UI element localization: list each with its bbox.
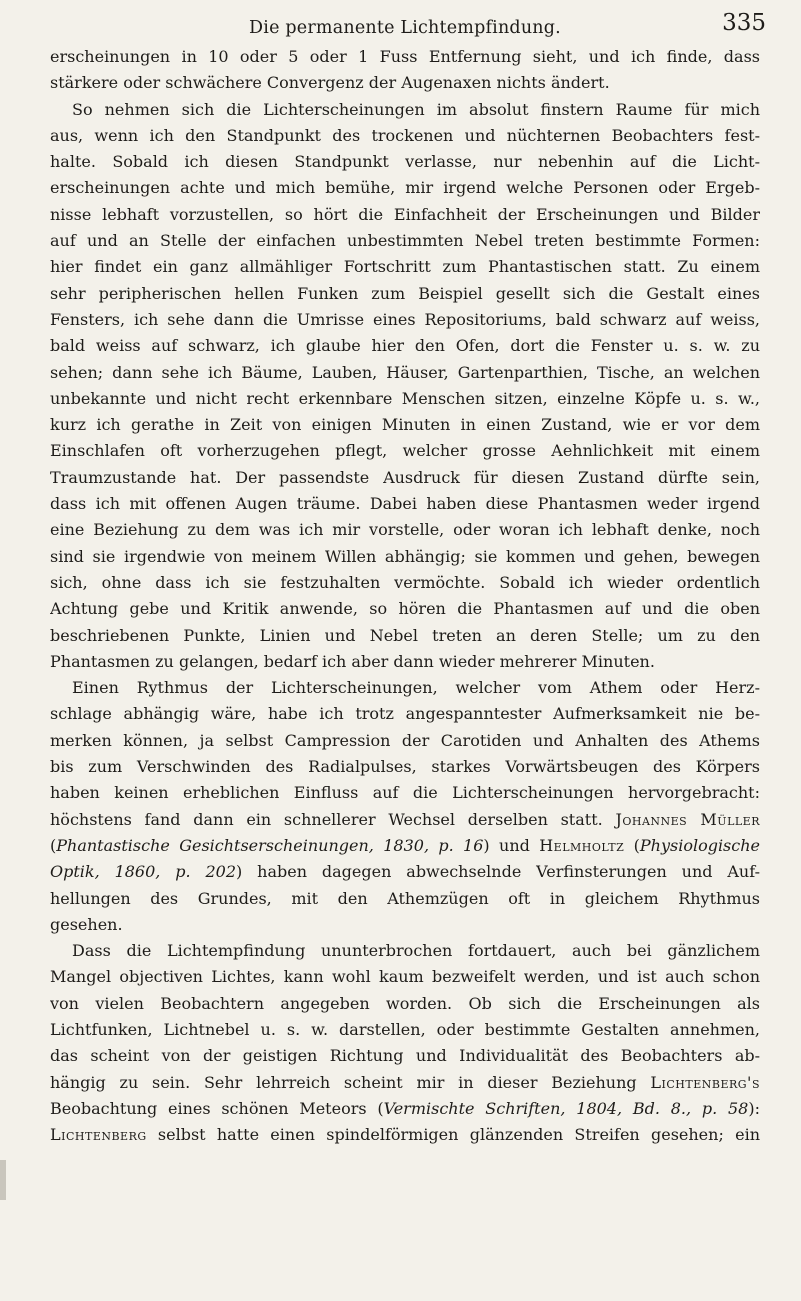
text-segment: ) und [483,835,540,855]
text-line [50,149,760,175]
text-segment: haben keinen erheblichen Einfluss auf die Lichterscheinungen hervorgebracht: [50,783,760,803]
text-segment: selbst hatte einen spindelförmigen glänzenden Streifen gesehen; ein [146,1125,760,1145]
author-name: Helmholtz [539,835,625,855]
text-segment: sehr peripherischen hellen Funken zum Beispiel gesellt sich die Gestalt eines [50,283,760,303]
text-segment: Beobachtung eines schönen Meteors ( [50,1098,384,1118]
text-line [50,97,760,123]
text-segment: unbekannte und nicht recht erkennbare Menschen sitzen, einzelne Köpfe u. s. w., [50,388,760,408]
text-segment: Dass die Lichtempfindung ununterbrochen fortdauert, auch bei gänzlichem [72,941,760,961]
text-segment: Traumzustande hat. Der passendste Ausdruck für diesen Zustand dürfte sein, [50,467,760,487]
text-line [50,1017,760,1043]
text-line [50,1122,760,1148]
text-line [50,123,760,149]
text-line [50,991,760,1017]
text-segment: ( [624,835,640,855]
text-line [50,254,760,280]
text-line [50,465,760,491]
text-segment: gesehen. [50,914,123,934]
text-segment: merken können, ja selbst Campression der Carotiden und Anhalten des Athems [50,730,760,750]
text-segment: beschriebenen Punkte, Linien und Nebel treten an deren Stelle; um zu den [50,625,760,645]
text-segment: Mangel objectiven Lichtes, kann wohl kaum bezweifelt werden, und ist auch schon [50,967,760,987]
italic-citation: Optik, 1860, p. 202 [50,862,237,882]
text-line [50,728,760,754]
text-segment: erscheinungen achte und mich bemühe, mir irgend welche Personen oder Ergeb- [50,178,760,198]
text-line [50,1043,760,1069]
text-segment: sich, ohne dass ich sie festzuhalten vermöchte. Sobald ich wieder ordentlich [50,572,760,592]
text-segment: stärkere oder schwächere Convergenz der Augenaxen nichts ändert. [50,73,610,93]
text-segment: ): [748,1098,760,1118]
text-segment: ( [50,835,57,855]
text-line [50,360,760,386]
author-name: Lichtenberg's [650,1072,760,1092]
text-line [50,202,760,228]
text-line [50,412,760,438]
text-line [50,596,760,622]
text-segment: sind sie irgendwie von meinem Willen abhängig; sie kommen und gehen, bewegen [50,546,760,566]
italic-citation: Phantastische Gesichtserscheinungen, 1830, p. 16 [56,835,484,855]
text-segment: eine Beziehung zu dem was ich mir vorstelle, oder woran ich lebhaft denke, noch [50,520,760,540]
italic-citation: Vermischte Schriften, 1804, Bd. 8., p. 58 [383,1098,749,1118]
text-line [50,386,760,412]
text-line [50,780,760,806]
running-head: Die permanente Lichtempfindung. [249,18,561,38]
text-segment: bald weiss auf schwarz, ich glaube hier den Ofen, dort die Fenster u. s. w. zu [50,336,760,356]
text-segment: hellungen des Grundes, mit den Athemzügen oft in gleichem Rhythmus [50,888,760,908]
text-segment: Achtung gebe und Kritik anwende, so hören die Phantasmen auf und die oben [50,599,760,619]
text-line [50,701,760,727]
text-line [50,544,760,570]
text-segment: hier findet ein ganz allmähliger Fortschritt zum Phantastischen statt. Zu einem [50,257,760,277]
text-line [50,570,760,596]
italic-citation: Physiologische [639,835,760,855]
text-line [50,912,760,938]
text-segment: dass ich mit offenen Augen träume. Dabei haben diese Phantasmen weder irgend [50,494,760,514]
text-line [50,175,760,201]
text-line [50,754,760,780]
text-segment: Einen Rythmus der Lichterscheinungen, welcher vom Athem oder Herz- [72,678,760,698]
text-line [50,44,760,70]
text-segment: Fensters, ich sehe dann die Umrisse eines Repositoriums, bald schwarz auf weiss, [50,309,760,329]
text-line [50,228,760,254]
text-line [50,623,760,649]
text-segment: Lichtfunken, Lichtnebel u. s. w. darstellen, oder bestimmte Gestalten annehmen, [50,1019,760,1039]
text-segment: von vielen Beobachtern angegeben worden. Ob sich die Erscheinungen als [50,993,760,1013]
text-line [50,886,760,912]
text-segment: bis zum Verschwinden des Radialpulses, starkes Vorwärtsbeugen des Körpers [50,757,760,777]
text-line [50,1070,760,1096]
text-segment: ) haben dagegen abwechselnde Verfinsterungen und Auf- [236,862,760,882]
text-line [50,649,760,675]
text-line [50,70,760,96]
author-name: Lichtenberg [50,1125,147,1145]
text-segment: halte. Sobald ich diesen Standpunkt verlasse, nur nebenhin auf die Licht- [50,152,760,172]
text-segment: sehen; dann sehe ich Bäume, Lauben, Häuser, Gartenparthien, Tische, an welchen [50,362,760,382]
author-name: Johannes Müller [615,809,760,829]
text-segment: So nehmen sich die Lichterscheinungen im absolut finstern Raume für mich [72,99,760,119]
text-segment: auf und an Stelle der einfachen unbestimmten Nebel treten bestimmte Formen: [50,231,760,251]
text-line [50,833,760,859]
text-segment: hängig zu sein. Sehr lehrreich scheint mir in dieser Beziehung [50,1072,651,1092]
text-segment: aus, wenn ich den Standpunkt des trockenen und nüchternen Beobachters fest- [50,125,760,145]
text-line [50,807,760,833]
scan-edge-mark [0,1160,6,1200]
text-segment: erscheinungen in 10 oder 5 oder 1 Fuss Entfernung sieht, und ich finde, dass [50,47,760,66]
text-segment: Phantasmen zu gelangen, bedarf ich aber dann wieder mehrerer Minuten. [50,651,655,671]
text-line [50,859,760,885]
text-line [50,307,760,333]
text-line [50,281,760,307]
text-segment: höchstens fand dann ein schnellerer Wechsel derselben statt. [50,809,616,829]
text-segment: nisse lebhaft vorzustellen, so hört die Einfachheit der Erscheinungen und Bilder [50,204,760,224]
page-number: 335 [722,10,766,36]
text-line [50,491,760,517]
text-line [50,438,760,464]
text-segment: kurz ich gerathe in Zeit von einigen Minuten in einen Zustand, wie er vor dem [50,415,760,435]
text-line [50,333,760,359]
text-segment: das scheint von der geistigen Richtung und Individualität des Beobachters ab- [50,1046,760,1066]
text-segment: schlage abhängig wäre, habe ich trotz angespanntester Aufmerksamkeit nie be- [50,704,760,724]
text-segment: Einschlafen oft vorherzugehen pflegt, welcher grosse Aehnlichkeit mit einem [50,441,760,461]
page-header [40,8,770,44]
text-line [50,1096,760,1122]
text-line [50,938,760,964]
text-line [50,964,760,990]
text-line [50,517,760,543]
text-line [50,675,760,701]
body-text [50,44,760,1148]
